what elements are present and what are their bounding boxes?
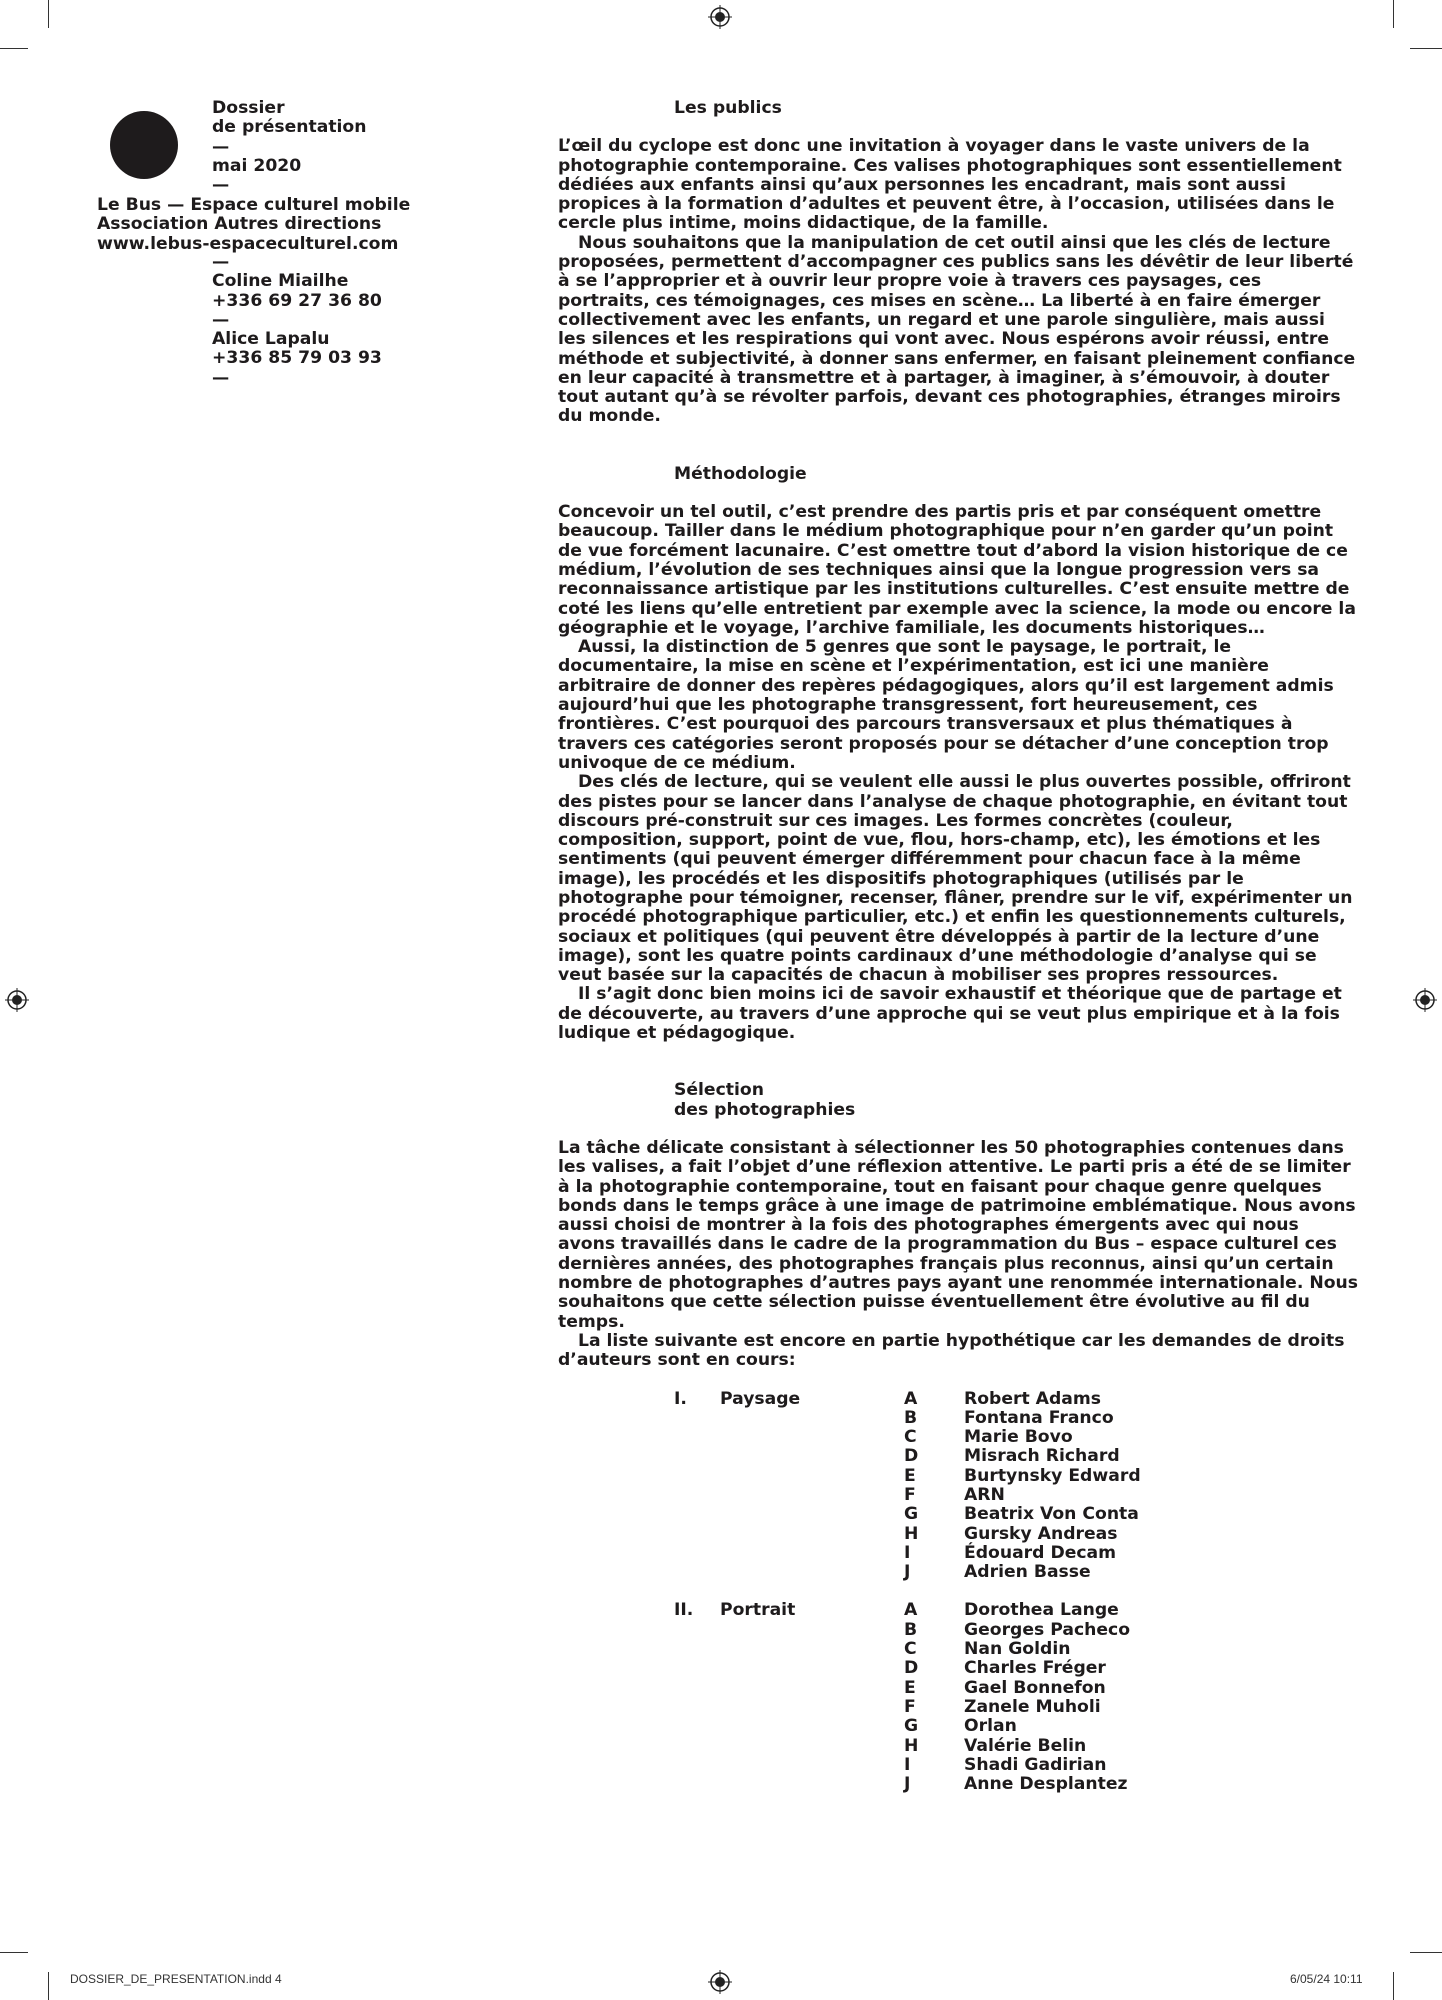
photographer-name: Adrien Basse [964,1562,1091,1583]
paragraph-text: Il s’agit donc bien moins ici de savoir exhaustif et théorique que de partage et de découverte, au travers d’une approche qui se veut plus empirique et à la fois ludique et pédagogique. [558,984,1342,1044]
registration-mark-icon [1413,988,1437,1012]
entry-letter: H [904,1735,919,1756]
genre-name: Portrait [720,1600,796,1621]
doc-title-line-1: Dossier [212,98,285,118]
photographer-name: Orlan [964,1716,1017,1737]
photographer-name: Dorothea Lange [964,1600,1119,1621]
contact-phone: +336 85 79 03 93 [212,348,382,369]
list-item [904,1698,1358,1717]
paragraph [558,503,1358,1043]
photographer-name: Shadi Gadirian [964,1754,1107,1775]
paragraph [558,1139,1358,1371]
paragraph-text: Des clés de lecture, qui se veulent elle aussi le plus ouvertes possible, offriront des pistes pour se lancer dans l’analyse de chaque photographie, en évitant tout discours pré-construit sur ces images. Les formes concrètes (couleur, composition, support, point de vue, flou, hors-champ, etc), les émotions et les sentiments (qui peuvent émerger différemment pour chacun face à la même image), les procédés et les dispositifs photographiques (utilisés par le photographe pour témoigner, recenser, flâner, prendre sur le vif, expérimenter un procédé photographique particulier, etc.) et enfin les questionnements culturels, sociaux et politiques (qui peuvent être développés à partir de la lecture d’une image), sont les quatre points cardinaux d’une méthodologie d’analyse qui se veut basée sur la capacités de chacun à mobiliser ses propres ressources. [558,772,1353,986]
entry-letter: E [904,1677,916,1698]
list-item [904,1775,1358,1794]
crop-mark [48,0,49,28]
org-website: www.lebus-espaceculturel.com [97,233,399,254]
entry-letter: B [904,1407,918,1428]
list-item [904,1717,1358,1736]
paragraph-text: L’œil du cyclope est donc une invitation à voyager dans le vaste univers de la photographie contemporaine. Ces valises photographiques sont essentiellement dédiées aux enfants ainsi qu’aux personnes les encadrant, mais sont aussi propices à la formation d’adultes et peuvent être, à l’occasion, utilisées dans le cercle plus intime, moins didactique, de la famille. [558,136,1342,234]
crop-mark [1393,1972,1394,2000]
contact-phone: +336 69 27 36 80 [212,290,382,311]
contact-name: Coline Miailhe [212,271,349,292]
photographer-name: Anne Desplantez [964,1774,1128,1795]
photographer-name: Georges Pacheco [964,1619,1131,1640]
crop-mark [1410,1952,1442,1953]
photographer-list [558,1390,1358,1795]
footer-datetime: 6/05/24 10:11 [1290,1972,1363,1986]
photographer-name: Gursky Andreas [964,1523,1118,1544]
genre-group [558,1601,1358,1794]
separator-dash: — [212,136,230,157]
list-item [904,1756,1358,1775]
org-name: Le Bus — Espace culturel mobile [97,195,411,215]
genre-number: II. [674,1600,694,1621]
entry-letter: A [904,1388,918,1409]
crop-mark [0,48,28,49]
photographer-name: Charles Fréger [964,1658,1106,1679]
list-item [904,1505,1358,1524]
photographer-name: ARN [964,1485,1005,1505]
footer-filename: DOSSIER_DE_PRESENTATION.indd 4 [70,1972,282,1986]
paragraph-text: Aussi, la distinction de 5 genres que sont le paysage, le portrait, le documentaire, la mise en scène et l’expérimentation, est ici une manière arbitraire de donner des repères pédagogiques, alors qu’il est largement admis aujourd’hui que les photographe transgressent, fort heureusement, ces frontières. C’est pourquoi des parcours transversaux et plus thématiques à travers ces catégories seront proposés pour se détacher d’une conception trop univoque de ce médium. [558,637,1334,773]
list-item [904,1544,1358,1563]
entry-letter: C [904,1639,917,1660]
section-heading-selection: Sélection [674,1080,764,1101]
main-text-column [558,99,1358,1813]
entry-letter: G [904,1504,919,1525]
contact-name: Alice Lapalu [212,329,330,350]
separator-dash: — [212,309,230,330]
photographer-name: Marie Bovo [964,1427,1073,1448]
genre-name: Paysage [720,1388,801,1409]
organization-info [97,196,457,254]
paragraph [558,137,1358,426]
document-header [212,99,472,195]
entry-letter: I [904,1754,911,1775]
entry-letter: F [904,1485,916,1505]
paragraph-text: Concevoir un tel outil, c’est prendre des partis pris et par conséquent omettre beaucoup. Tailler dans le médium photographique pour n’en garder qu’un point de vue forcément lacunaire. C’est omettre tout d’abord la vision historique de ce médium, l’évolution de ses techniques ainsi que la longue progression vers sa reconnaissance artistique par les institutions culturelles. C’est ensuite mettre de coté les liens qu’elle entretient par exemple avec la science, la mode ou encore la géographie et le voyage, l’archive familiale, les documents historiques… [558,502,1356,638]
section-heading-publics: Les publics [674,98,782,118]
separator-dash: — [212,367,230,388]
section-heading-methodologie: Méthodologie [674,463,807,484]
list-item [904,1525,1358,1544]
photographer-name: Gael Bonnefon [964,1677,1106,1698]
list-item [904,1737,1358,1756]
separator-dash: — [212,175,230,196]
crop-mark [1393,0,1394,28]
registration-mark-icon [708,1970,732,1994]
list-item [904,1409,1358,1428]
doc-title-line-2: de présentation [212,117,367,138]
list-item [904,1390,1358,1409]
entry-letter: I [904,1542,911,1563]
photographer-name: Édouard Decam [964,1542,1117,1563]
entry-letter: G [904,1716,919,1737]
crop-mark [1410,48,1442,49]
contact-list [212,253,472,388]
list-item [904,1467,1358,1486]
registration-mark-icon [5,988,29,1012]
photographer-name: Burtynsky Edward [964,1465,1141,1486]
photographer-name: Valérie Belin [964,1735,1087,1756]
photographer-name: Fontana Franco [964,1407,1114,1428]
list-item [904,1640,1358,1659]
paragraph-text: La liste suivante est encore en partie hypothétique car les demandes de droits d’auteurs sont en cours: [558,1330,1345,1371]
photographer-name: Beatrix Von Conta [964,1504,1139,1525]
logo-dot [110,111,178,179]
section-heading-selection-sub: des photographies [674,1099,856,1120]
list-item [904,1428,1358,1447]
photographer-name: Nan Goldin [964,1639,1071,1660]
list-item [904,1563,1358,1582]
crop-mark [0,1952,28,1953]
entry-letter: A [904,1600,918,1621]
paragraph-text: Nous souhaitons que la manipulation de cet outil ainsi que les clés de lecture proposées, permettent d’accompagner ces publics sans les dévêtir de leur liberté à se l’approprier et à ouvrir leur propre voie à travers ces paysages, ces portraits, ces témoignages, ces mises en scène… La liberté à en faire émerger collectivement avec les enfants, un regard et une parole singulière, mais aussi les silences et les respirations qui vont avec. Nous espérons avoir réussi, entre méthode et subjectivité, à donner sans enfermer, en faisant pleinement confiance en leur capacité à transmettre et à partager, à imaginer, à s’émouvoir, à douter tout autant qu’à se révolter parfois, devant ces photographies, étranges miroirs du monde. [558,232,1356,427]
entry-letter: J [904,1562,911,1583]
separator-dash: — [212,252,230,272]
list-item [904,1486,1358,1505]
entry-letter: D [904,1446,919,1467]
list-item [904,1621,1358,1640]
entry-letter: F [904,1696,916,1717]
photographer-name: Robert Adams [964,1388,1102,1409]
crop-mark [48,1972,49,2000]
entry-letter: C [904,1427,917,1448]
list-item [904,1659,1358,1678]
photographer-name: Misrach Richard [964,1446,1120,1467]
list-item [904,1679,1358,1698]
photographer-name: Zanele Muholi [964,1696,1101,1717]
entry-letter: D [904,1658,919,1679]
list-item [904,1601,1358,1620]
doc-date: mai 2020 [212,155,302,176]
entry-letter: J [904,1774,911,1795]
entry-letter: B [904,1619,918,1640]
org-association: Association Autres directions [97,214,382,235]
genre-number: I. [674,1388,687,1409]
registration-mark-icon [708,5,732,29]
genre-group [558,1390,1358,1583]
paragraph-text: La tâche délicate consistant à sélectionner les 50 photographies contenues dans les valises, a fait l’objet d’une réflexion attentive. Le parti pris a été de se limiter à la photographie contemporaine, tout en faisant pour chaque genre quelques bonds dans le temps grâce à une image de patrimoine emblématique. Nous avons aussi choisi de montrer à la fois des photographes émergents avec qui nous avons travaillés dans le cadre de la programmation du Bus – espace culturel ces dernières années, des photographes français plus reconnus, ainsi qu’un certain nombre de photographes d’autres pays ayant une renommée internationale. Nous souhaitons que cette sélection puisse éventuellement être évolutive au fil du temps. [558,1137,1358,1332]
entry-letter: E [904,1465,916,1486]
entry-letter: H [904,1523,919,1544]
list-item [904,1447,1358,1466]
